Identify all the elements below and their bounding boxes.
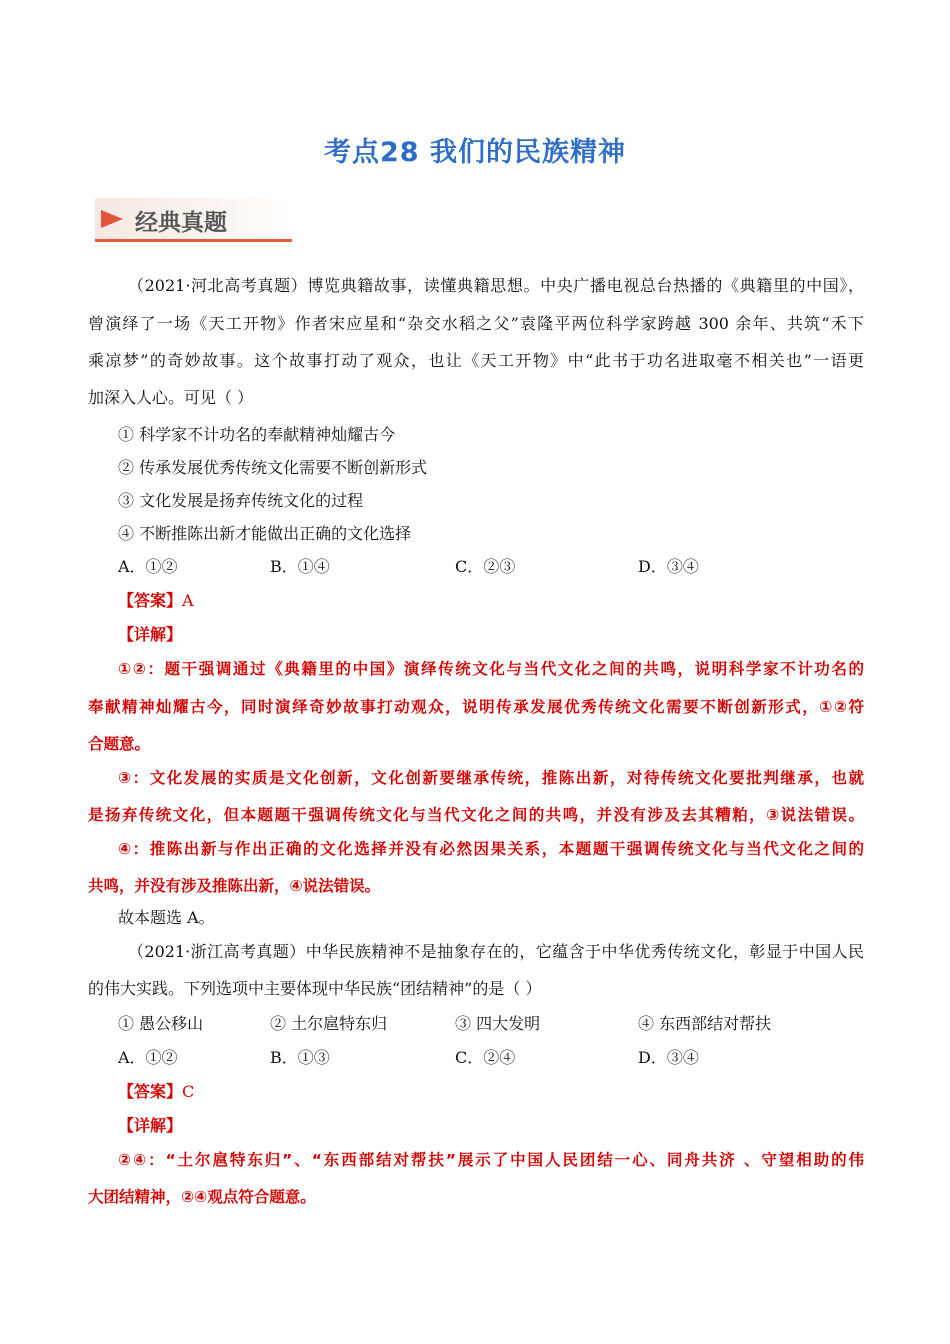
q2-statement-4: ④ 东西部结对帮扶 [638,1014,772,1033]
q2-detail-tag [118,1116,182,1136]
q1-stem-line-1: （2021·河北高考真题）博览典籍故事，读懂典籍思想。中央广播电视总台热播的《典籍里的中国》， [128,276,864,295]
q2-statement-3: ③ 四大发明 [455,1014,541,1033]
q1-explanation-5: 是扬弃传统文化，但本题题干强调传统文化与当代文化之间的共鸣，并没有涉及去其糟粕，③说法错误。 [88,806,864,824]
q1-statement-3: ③ 文化发展是扬弃传统文化的过程 [118,491,364,510]
q2-stem-line-1: （2021·浙江高考真题）中华民族精神不是抽象存在的，它蕴含于中华优秀传统文化，彰显于中国人民 [128,942,864,961]
q1-explanation-4: ③：文化发展的实质是文化创新，文化创新要继承传统，推陈出新，对待传统文化要批判继承，也就 [118,769,864,787]
q2-answer [118,1082,194,1102]
q1-explanation-7: 共鸣，并没有涉及推陈出新，④说法错误。 [88,877,381,895]
q2-stem-line-2: 的伟大实践。下列选项中主要体现中华民族“团结精神”的是（ ） [88,979,542,998]
q1-option-c: C．②③ [455,557,516,576]
q1-option-a: A．①② [118,557,178,576]
q1-explanation-3: 合题意。 [88,735,151,753]
q1-statement-1: ① 科学家不计功名的奉献精神灿耀古今 [118,425,396,444]
q1-stem-line-3: 乘凉梦”的奇妙故事。这个故事打动了观众，也让《天工开物》中“此书于功名进取毫不相关也”一语更 [88,351,864,370]
q2-statement-2: ② 土尔扈特东归 [270,1014,388,1033]
q1-explanation-6: ④：推陈出新与作出正确的文化选择并没有必然因果关系，本题题干强调传统文化与当代文化之间的 [118,840,864,858]
answer-value: C [182,1082,195,1101]
q2-option-a: A．①② [118,1048,178,1067]
q1-conclusion: 故本题选 A。 [118,908,215,927]
q1-explanation-1: ①②：题干强调通过《典籍里的中国》演绎传统文化与当代文化之间的共鸣，说明科学家不计功名的 [118,660,864,678]
q2-option-b: B．①③ [270,1048,330,1067]
q1-detail-tag [118,625,182,645]
answer-tag: 【答案】 [118,1082,183,1101]
detail-tag: 【详解】 [118,625,183,644]
answer-tag: 【答案】 [118,591,183,610]
answer-value: A [182,591,194,610]
q1-stem-line-2: 曾演绎了一场《天工开物》作者宋应星和“杂交水稻之父”袁隆平两位科学家跨越 300 余年、共筑“禾下 [88,314,864,333]
q1-option-d: D．③④ [638,557,699,576]
q2-statement-1: ① 愚公移山 [118,1014,204,1033]
q1-statement-4: ④ 不断推陈出新才能做出正确的文化选择 [118,524,412,543]
q1-option-b: B．①④ [270,557,330,576]
q2-explanation-2: 大团结精神，②④观点符合题意。 [88,1188,316,1206]
q2-explanation-1: ②④：“土尔扈特东归”、“东西部结对帮扶”展示了中国人民团结一心、同舟共济 、守望相助的伟 [118,1151,864,1169]
q1-answer [118,591,194,611]
q2-option-c: C．②④ [455,1048,516,1067]
q1-explanation-2: 奉献精神灿耀古今，同时演绎奇妙故事打动观众，说明传承发展优秀传统文化需要不断创新形式，①②符 [88,698,864,716]
page-title: 考点28 我们的民族精神 [324,137,626,168]
section-banner [95,198,292,242]
arrow-icon [101,210,123,228]
q1-statement-2: ② 传承发展优秀传统文化需要不断创新形式 [118,458,428,477]
detail-tag: 【详解】 [118,1116,183,1135]
q2-option-d: D．③④ [638,1048,699,1067]
section-label: 经典真题 [135,210,227,236]
q1-stem-line-4: 加深入人心。可见（ ） [88,388,254,407]
